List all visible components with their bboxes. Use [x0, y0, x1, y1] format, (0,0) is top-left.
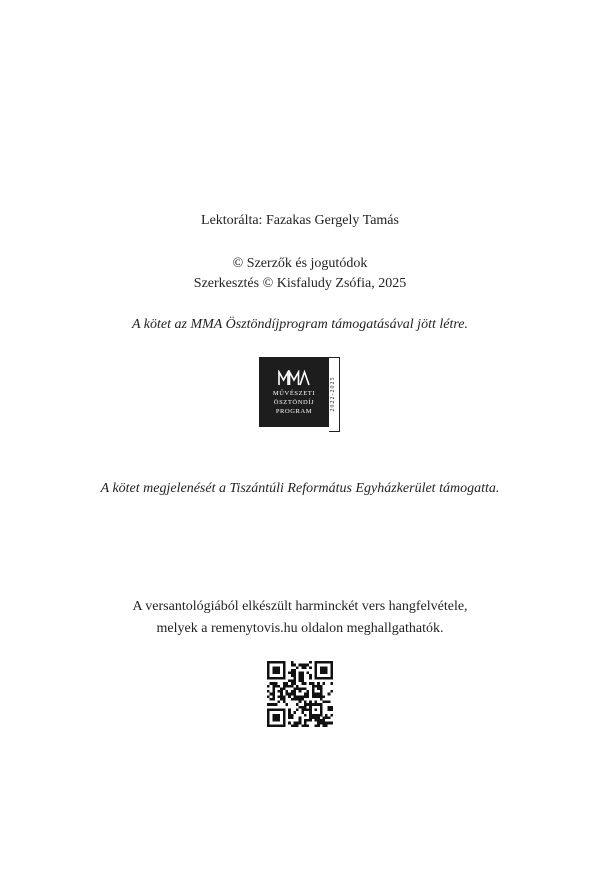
audio-note-line-1: A versantológiából elkészült harminckét vers hangfelvétele,	[132, 599, 468, 614]
mma-mark	[259, 370, 329, 391]
logo-caption-line-3: PROGRAM	[275, 408, 313, 415]
logo-caption-line-1: MŰVÉSZETI	[272, 390, 316, 397]
audio-note-line-2: melyek a remenytovis.hu oldalon meghallgathatók.	[156, 621, 444, 636]
qr-code-icon[interactable]	[267, 661, 333, 727]
logo-years: 2022-2025	[330, 376, 336, 412]
mma-mark-icon	[278, 370, 310, 386]
mma-scholarship-logo-icon	[259, 357, 341, 433]
logo-caption-line-2: ÖSZTÖNDÍJ	[273, 399, 315, 406]
mma-funding-notice: A kötet az MMA Ösztöndíjprogram támogatásával jött létre.	[132, 317, 468, 332]
church-funding-notice: A kötet megjelenését a Tiszántúli Református Egyházkerület támogatta.	[100, 481, 500, 496]
logo-box	[259, 357, 329, 427]
editor-credit: Lektorálta: Fazakas Gergely Tamás	[201, 213, 399, 228]
copyright-authors: © Szerzők és jogutódok	[232, 256, 368, 271]
qr-code-graphic	[267, 661, 333, 727]
logo-caption	[259, 389, 329, 416]
copyright-editing: Szerkesztés © Kisfaludy Zsófia, 2025	[193, 276, 407, 291]
